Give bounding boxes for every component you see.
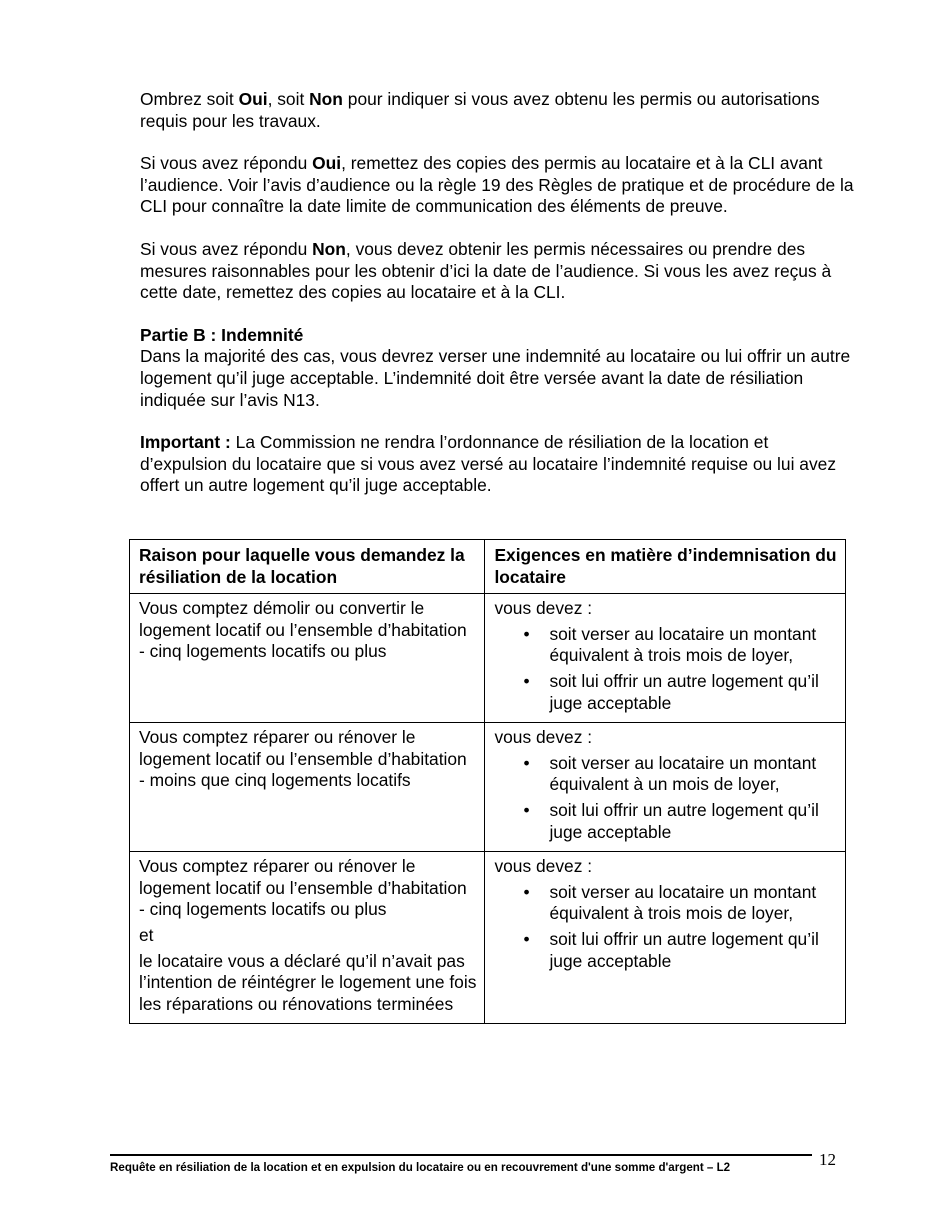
reason-text: le locataire vous a déclaré qu’il n’avait pas l’intention de réintégrer le logement une fois les réparations ou rénovations terminées bbox=[139, 950, 477, 1014]
footer-title: Requête en résiliation de la location et en expulsion du locataire ou en recouvrement d'une somme d'argent – L2 bbox=[110, 1161, 731, 1174]
table-header-reason: Raison pour laquelle vous demandez la résiliation de la location bbox=[130, 540, 485, 594]
requirement-intro: vous devez : bbox=[494, 727, 593, 748]
requirement-list bbox=[494, 882, 837, 972]
requirement-cell bbox=[485, 723, 846, 852]
reason-connector: et bbox=[139, 924, 154, 945]
yes-answer-paragraph: Si vous avez répondu Oui, remettez des copies des permis au locataire et à la CLI avant l’audience. Voir l’avis d’audience ou la règle 19 des Règles de pratique et de procédure de la CLI pour connaître la date limite de communication des éléments de preuve. bbox=[140, 153, 854, 217]
permits-instruction: Ombrez soit Oui, soit Non pour indiquer si vous avez obtenu les permis ou autorisations requis pour les travaux. bbox=[140, 89, 820, 131]
important-note: Important : La Commission ne rendra l’ordonnance de résiliation de la location et d’expulsion du locataire que si vous avez versé au locataire l’indemnité requise ou lui avez offert un autre logement qu’il juge acceptable. bbox=[140, 432, 837, 496]
section-b-heading: Partie B : Indemnité bbox=[140, 324, 304, 345]
compensation-table bbox=[129, 539, 846, 1024]
requirement-cell bbox=[485, 594, 846, 723]
requirement-list bbox=[494, 753, 837, 843]
reason-cell bbox=[130, 594, 485, 723]
page-number: 12 bbox=[819, 1150, 836, 1169]
reason-text: Vous comptez réparer ou rénover le logement locatif ou l’ensemble d’habitation - cinq logements locatifs ou plus bbox=[139, 856, 467, 920]
list-item: • soit verser au locataire un montant équivalent à un mois de loyer, bbox=[549, 753, 837, 796]
list-item: • soit lui offrir un autre logement qu’il juge acceptable bbox=[549, 929, 837, 972]
reason-text: Vous comptez réparer ou rénover le logement locatif ou l’ensemble d’habitation - moins que cinq logements locatifs bbox=[139, 727, 467, 791]
reason-cell bbox=[130, 723, 485, 852]
reason-cell bbox=[130, 852, 485, 1024]
table-header-row bbox=[130, 540, 846, 594]
document-body bbox=[140, 89, 855, 518]
table-header-requirements: Exigences en matière d’indemnisation du locataire bbox=[485, 540, 846, 594]
table-row bbox=[130, 723, 846, 852]
section-b-text: Dans la majorité des cas, vous devrez verser une indemnité au locataire ou lui offrir un autre logement qu’il juge acceptable. L’indemnité doit être versée avant la date de résiliation indiquée sur l’avis N13. bbox=[140, 346, 851, 410]
requirement-intro: vous devez : bbox=[494, 598, 593, 619]
table-row bbox=[130, 852, 846, 1024]
requirement-intro: vous devez : bbox=[494, 856, 593, 877]
requirement-list bbox=[494, 624, 837, 714]
list-item: • soit lui offrir un autre logement qu’il juge acceptable bbox=[549, 671, 837, 714]
requirement-cell bbox=[485, 852, 846, 1024]
list-item: • soit lui offrir un autre logement qu’il juge acceptable bbox=[549, 800, 837, 843]
reason-text: Vous comptez démolir ou convertir le logement locatif ou l’ensemble d’habitation - cinq logements locatifs ou plus bbox=[139, 598, 467, 662]
footer-divider bbox=[110, 1154, 812, 1156]
no-answer-paragraph: Si vous avez répondu Non, vous devez obtenir les permis nécessaires ou prendre des mesures raisonnables pour les obtenir d’ici la date de l’audience. Si vous les avez reçus à cette date, remettez des copies au locataire et à la CLI. bbox=[140, 238, 832, 303]
table-row bbox=[130, 594, 846, 723]
list-item: • soit verser au locataire un montant équivalent à trois mois de loyer, bbox=[549, 624, 837, 667]
list-item: • soit verser au locataire un montant équivalent à trois mois de loyer, bbox=[549, 882, 837, 925]
